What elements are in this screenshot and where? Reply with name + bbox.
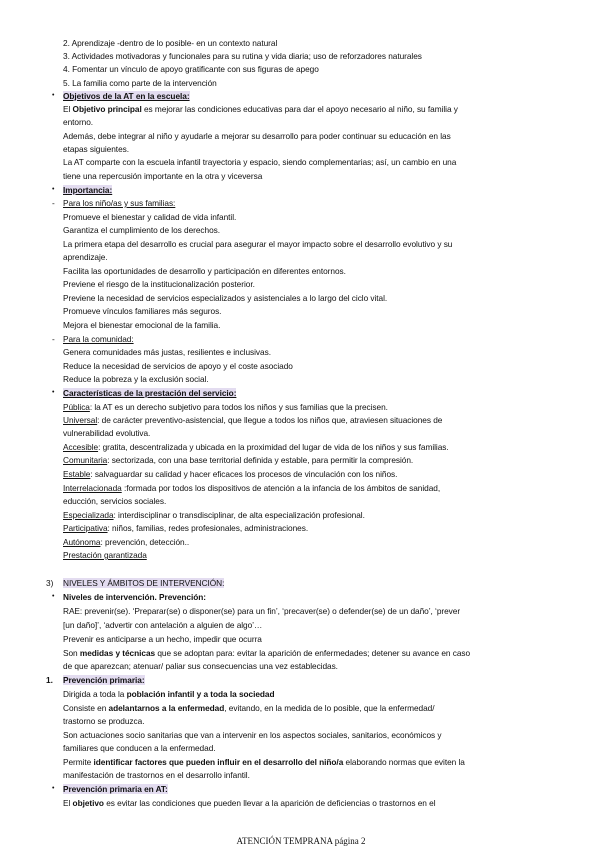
dash-marker: - [52, 334, 55, 344]
text-line: La AT comparte con la escuela infantil trayectoria y espacio, siendo complementarias; así, un cambio en una [63, 157, 457, 167]
subsection-heading: Niveles de intervención. Prevención: [63, 592, 206, 602]
characteristic-item: Autónoma: prevención, detección.. [63, 537, 190, 547]
text-line: 2. Aprendizaje -dentro de lo posible- en un contexto natural [63, 38, 278, 48]
text-line: 3. Actividades motivadoras y funcionales para su rutina y vida diaria; uso de reforzadores naturales [63, 51, 422, 61]
text-line: La primera etapa del desarrollo es crucial para asegurar el mayor impacto sobre el desarrollo evolutivo y su [63, 239, 453, 249]
characteristic-item: Accesible: gratita, descentralizada y ubicada en la proximidad del lugar de vida de los niños y sus familias. [63, 442, 449, 452]
section-heading: Objetivos de la AT en la escuela: [63, 91, 190, 101]
text-line: de que aparezcan; atenuar/ paliar sus consecuencias una vez establecidas. [63, 661, 338, 671]
characteristic-item: Comunitaria: sectorizada, con una base territorial definida y estable, para permitir la compresión. [63, 455, 414, 465]
text-line: El objetivo es evitar las condiciones que pueden llevar a la aparición de deficiencias o trastornos en el [63, 798, 436, 808]
bullet-icon: • [52, 389, 55, 396]
text-line: manifestación de trastornos en el desarrollo infantil. [63, 770, 250, 780]
text-line: entorno. [63, 117, 94, 127]
section-heading: Importancia: [63, 185, 113, 195]
text-line: educción, servicios sociales. [63, 496, 167, 506]
section-number: 3) [46, 578, 54, 588]
text-line: El Objetivo principal es mejorar las condiciones educativas para dar el apoyo necesario al niño, su familia y [63, 104, 458, 114]
text-line: Consiste en adelantarnos a la enfermedad, evitando, en la medida de lo posible, que la enfermedad/ [63, 703, 435, 713]
characteristic-item: Estable: salvaguardar su calidad y hacer eficaces los procesos de vinculación con los niños. [63, 469, 398, 479]
text-line: Reduce la necesidad de servicios de apoyo y el coste asociado [63, 361, 293, 371]
page-footer: ATENCIÓN TEMPRANA página 2 [236, 836, 366, 846]
characteristic-item: Prestación garantizada [63, 550, 147, 560]
characteristic-item: Especializada: interdisciplinar o transdisciplinar, de alta especialización profesional. [63, 510, 365, 520]
subsection-heading: Prevención primaria en AT: [63, 784, 168, 794]
text-line: Son actuaciones socio sanitarias que van a intervenir en los aspectos sociales, sanitarios, económicos y [63, 730, 442, 740]
text-line: Prevenir es anticiparse a un hecho, impedir que ocurra [63, 634, 262, 644]
text-line: Dirigida a toda la población infantil y a toda la sociedad [63, 689, 275, 699]
section-heading: Características de la prestación del servicio: [63, 388, 237, 398]
text-line: tiene una repercusión importante en la otra y viceversa [63, 171, 263, 181]
text-line: Previene la necesidad de servicios especializados y asistenciales a lo largo del ciclo vital. [63, 293, 388, 303]
text-line: 5. La familia como parte de la intervención [63, 78, 217, 88]
text-line: Garantiza el cumplimiento de los derechos. [63, 225, 221, 235]
text-line: Son medidas y técnicas que se adoptan para: evitar la aparición de enfermedades; detener su avance en caso [63, 648, 471, 658]
subheading: Para la comunidad: [63, 334, 134, 344]
text-line: RAE: prevenir(se). ‘Preparar(se) o disponer(se) para un fin’, ‘precaver(se) o defender(se) de un daño’, ‘prever [63, 606, 461, 616]
subsection-heading: Prevención primaria: [63, 675, 145, 685]
text-line: Promueve vínculos familiares más seguros. [63, 306, 222, 316]
list-number: 1. [46, 675, 53, 685]
text-line: etapas siguientes. [63, 144, 129, 154]
text-line: 4. Fomentar un vínculo de apoyo gratificante con sus figuras de apego [63, 64, 319, 74]
bullet-icon: • [52, 186, 55, 193]
text-line: Promueve el bienestar y calidad de vida infantil. [63, 212, 237, 222]
text-line: Previene el riesgo de la institucionalización posterior. [63, 279, 255, 289]
text-line: aprendizaje. [63, 252, 108, 262]
text-line: Mejora el bienestar emocional de la familia. [63, 320, 221, 330]
text-line: Reduce la pobreza y la exclusión social. [63, 374, 209, 384]
text-line: vulnerabilidad evolutiva. [63, 428, 151, 438]
text-line: Genera comunidades más justas, resilientes e inclusivas. [63, 347, 271, 357]
bullet-icon: • [52, 593, 55, 600]
text-line: Además, debe integrar al niño y ayudarle a mejorar su desarrollo para poder continuar su educación en las [63, 131, 451, 141]
bullet-icon: • [52, 785, 55, 792]
text-line: [un daño]’, ‘advertir con antelación a alguien de algo’… [63, 620, 263, 630]
text-line: Facilita las oportunidades de desarrollo y participación en diferentes entornos. [63, 266, 346, 276]
characteristic-item: Participativa: niños, familias, redes profesionales, administraciones. [63, 523, 309, 533]
text-line: familiares que conducen a la enfermedad. [63, 743, 216, 753]
subheading: Para los niño/as y sus familias: [63, 198, 176, 208]
characteristic-item: Interrelacionada :formada por todos los dispositivos de atención a la infancia de los ámbitos de sanidad, [63, 483, 441, 493]
text-line: Permite identificar factores que pueden influir en el desarrollo del niño/a elaborando normas que eviten la [63, 757, 465, 767]
text-line: trastorno se produzca. [63, 716, 145, 726]
characteristic-item: Universal: de carácter preventivo-asistencial, que llegue a todos los niños que, atraviesen situaciones de [63, 415, 443, 425]
bullet-icon: • [52, 92, 55, 99]
dash-marker: - [52, 198, 55, 208]
section-title: NIVELES Y ÁMBITOS DE INTERVENCIÓN: [63, 578, 225, 588]
characteristic-item: Pública: la AT es un derecho subjetivo para todos los niños y sus familias que la precisen. [63, 402, 388, 412]
